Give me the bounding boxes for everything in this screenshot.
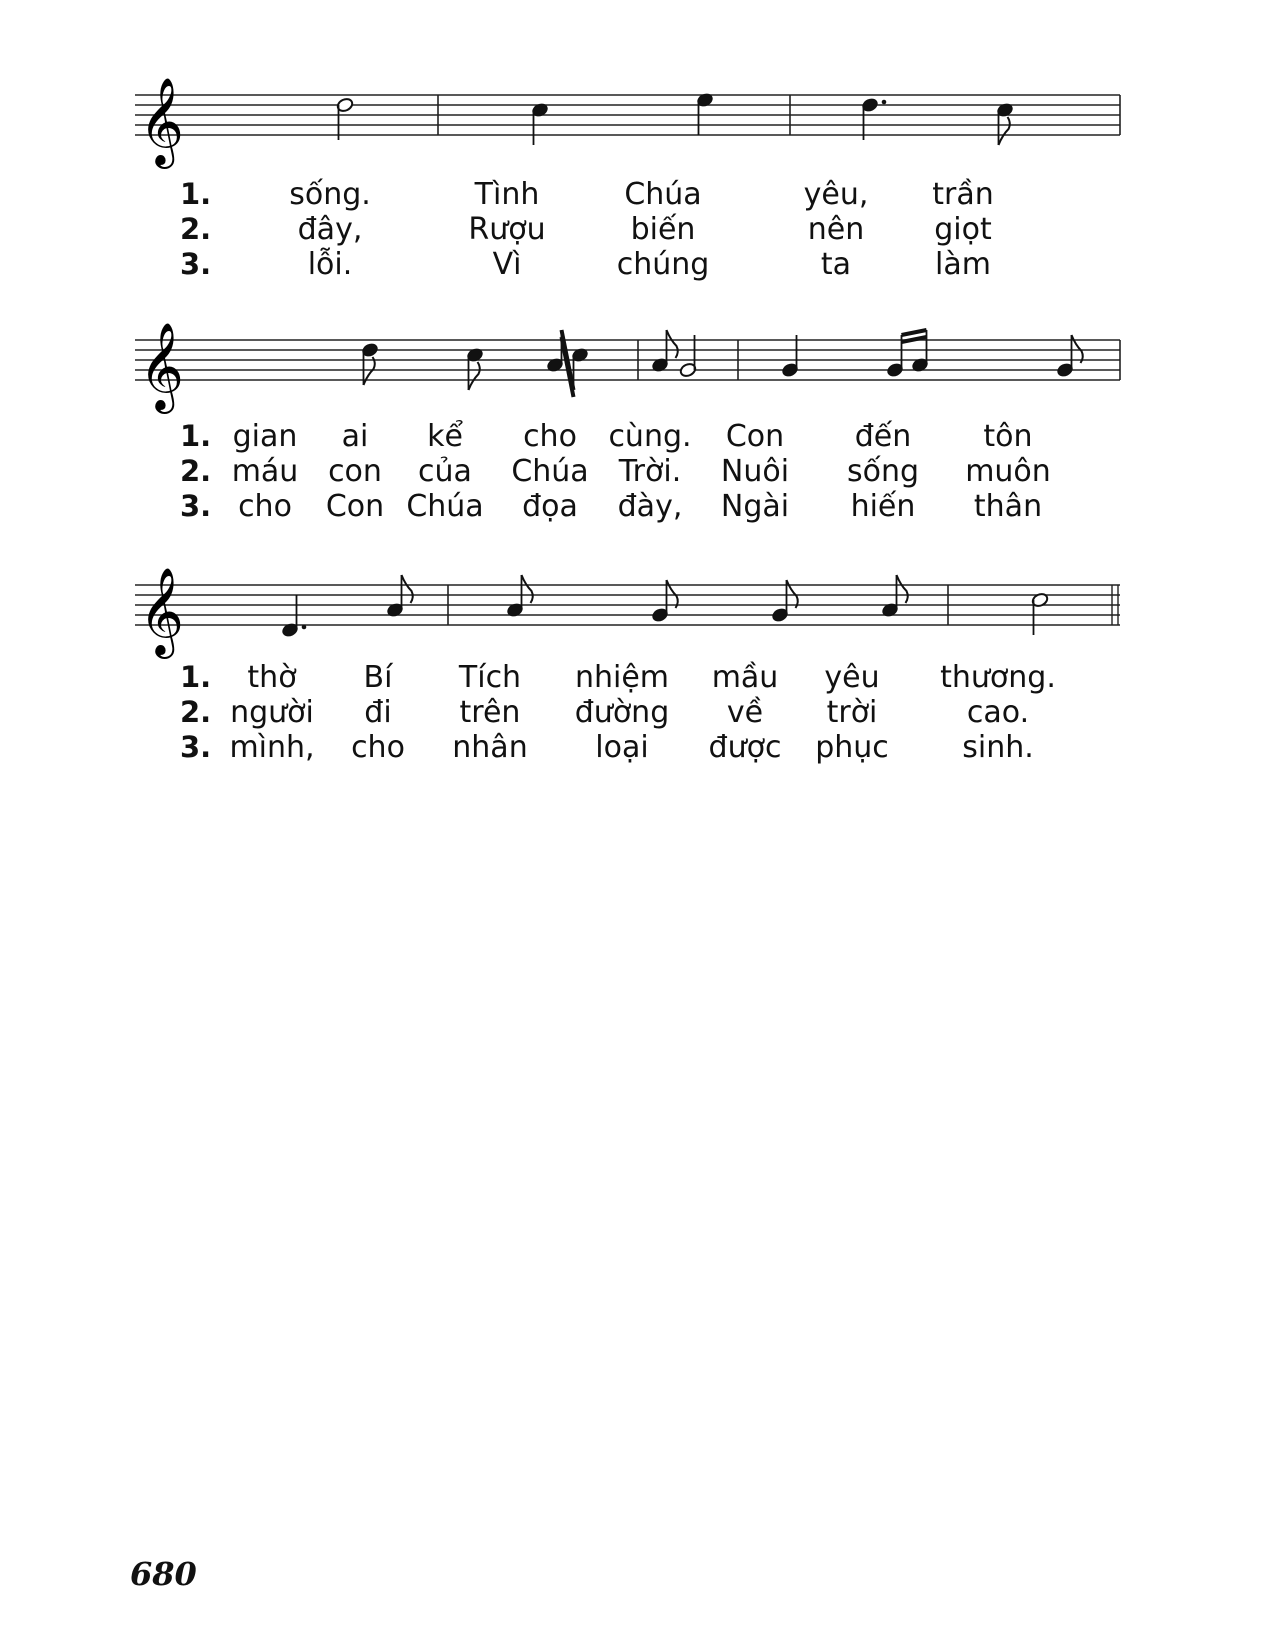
lyric-word: đi	[364, 695, 392, 730]
note-flag	[364, 357, 375, 385]
lyric-word: Ngài	[720, 489, 790, 524]
note-flag	[667, 330, 678, 358]
lyric-word: Chúa	[511, 454, 589, 489]
lyric-word: mình,	[229, 730, 315, 765]
note-dot	[882, 100, 887, 105]
lyric-word: Nuôi	[720, 454, 790, 489]
lyric-word: thân	[973, 489, 1043, 524]
note-flag	[667, 580, 678, 608]
treble-clef-icon: 𝄞	[139, 566, 184, 655]
lyric-word: thờ	[247, 660, 297, 695]
lyric-word: Chúa	[624, 177, 702, 212]
note-flag	[469, 362, 480, 390]
lyric-word: ai	[341, 419, 369, 454]
verse-number: 3.	[180, 730, 212, 764]
verse-number: 3.	[180, 489, 212, 523]
lyric-word: biến	[630, 212, 696, 247]
note-flag	[1072, 335, 1083, 363]
lyric-word: sống	[846, 454, 920, 489]
lyric-word: ta	[820, 247, 852, 282]
lyric-word: gian	[232, 419, 298, 454]
note-dot	[302, 625, 307, 630]
note-beam	[902, 337, 927, 342]
lyric-word: trên	[459, 695, 521, 730]
note-beam	[562, 337, 574, 397]
lyric-word: Con	[725, 419, 785, 454]
lyric-word: chúng	[616, 247, 710, 282]
lyric-word: cho	[523, 419, 577, 454]
lyric-word: Vì	[492, 247, 522, 282]
lyric-word: trời	[826, 695, 878, 730]
lyric-word: đày,	[617, 489, 683, 524]
verse-number: 1.	[180, 660, 212, 694]
lyric-word: cùng.	[608, 419, 692, 454]
lyric-word: trần	[932, 177, 994, 212]
note-flag	[897, 575, 908, 603]
treble-clef-icon: 𝄞	[139, 321, 184, 410]
lyric-word: làm	[935, 247, 991, 282]
verse-number: 2.	[180, 212, 212, 246]
lyric-word: thương.	[940, 660, 1056, 695]
note-flag	[999, 117, 1010, 145]
lyric-word: Rượu	[468, 212, 546, 247]
lyric-word: về	[726, 695, 764, 730]
lyric-word: được	[708, 730, 782, 765]
lyric-word: sống.	[289, 177, 371, 212]
treble-clef-icon: 𝄞	[139, 76, 184, 165]
lyric-word: yêu,	[803, 177, 869, 212]
note-flag	[787, 580, 798, 608]
verse-number: 2.	[180, 454, 212, 488]
lyric-word: người	[230, 695, 314, 730]
verse-number: 2.	[180, 695, 212, 729]
lyric-word: Tích	[458, 660, 522, 695]
lyric-word: nên	[807, 212, 865, 247]
lyric-word: hiến	[850, 489, 916, 524]
lyric-word: loại	[595, 730, 649, 765]
lyric-word: Tình	[474, 177, 540, 212]
lyric-word: đường	[574, 695, 670, 730]
lyric-word: cao.	[966, 695, 1030, 730]
lyric-word: muôn	[965, 454, 1051, 489]
lyric-word: đây,	[297, 212, 363, 247]
lyric-word: tôn	[983, 419, 1033, 454]
lyric-word: kể	[427, 419, 463, 454]
verse-number: 1.	[180, 177, 212, 211]
lyric-word: của	[418, 454, 472, 489]
lyric-word: giọt	[934, 212, 992, 247]
lyric-word: Trời.	[618, 454, 682, 489]
lyric-word: yêu	[824, 660, 880, 695]
note-flag	[402, 575, 413, 603]
lyric-word: sinh.	[962, 730, 1034, 765]
note-beam	[902, 330, 927, 335]
lyric-word: lỗi.	[307, 247, 353, 282]
lyric-word: cho	[351, 730, 405, 765]
lyric-word: nhiệm	[574, 660, 670, 695]
note-flag	[522, 575, 533, 603]
lyric-word: nhân	[452, 730, 528, 765]
lyric-word: Chúa	[406, 489, 484, 524]
lyric-word: máu	[231, 454, 299, 489]
verse-number: 3.	[180, 247, 212, 281]
lyric-word: Con	[325, 489, 385, 524]
page-number: 680	[130, 1555, 197, 1593]
lyric-word: cho	[238, 489, 292, 524]
verse-number: 1.	[180, 419, 212, 453]
lyric-word: đến	[854, 419, 912, 454]
lyric-word: Bí	[363, 660, 393, 695]
lyric-word: con	[328, 454, 382, 489]
lyric-word: phục	[815, 730, 889, 765]
lyric-word: mầu	[711, 660, 779, 695]
lyric-word: đọa	[522, 489, 578, 524]
